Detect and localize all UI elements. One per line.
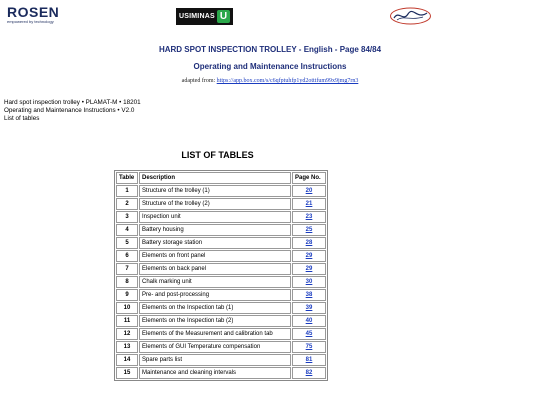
row-number: 3 — [116, 211, 138, 223]
table-row — [116, 354, 326, 366]
header-table: Table — [116, 172, 138, 184]
row-number: 5 — [116, 237, 138, 249]
row-number: 2 — [116, 198, 138, 210]
row-page-link[interactable]: 30 — [305, 279, 313, 285]
usiminas-logo-mark: U — [217, 10, 230, 23]
row-page-cell — [292, 263, 326, 275]
row-page-cell — [292, 341, 326, 353]
table-row — [116, 328, 326, 340]
table-row — [116, 263, 326, 275]
table-row — [116, 224, 326, 236]
row-page-link[interactable]: 29 — [305, 266, 313, 272]
row-description: Elements on back panel — [139, 263, 291, 275]
row-number: 9 — [116, 289, 138, 301]
row-page-cell — [292, 328, 326, 340]
row-page-cell — [292, 315, 326, 327]
row-description: Structure of the trolley (2) — [139, 198, 291, 210]
row-description: Battery housing — [139, 224, 291, 236]
row-page-cell — [292, 367, 326, 379]
row-page-cell — [292, 250, 326, 262]
row-number: 12 — [116, 328, 138, 340]
row-number: 15 — [116, 367, 138, 379]
row-description: Elements on front panel — [139, 250, 291, 262]
row-page-cell — [292, 211, 326, 223]
partner-logo — [389, 6, 432, 26]
row-description: Elements on the Inspection tab (2) — [139, 315, 291, 327]
row-page-link[interactable]: 82 — [305, 370, 313, 376]
row-description: Elements on the Inspection tab (1) — [139, 302, 291, 314]
row-description: Spare parts list — [139, 354, 291, 366]
table-row — [116, 198, 326, 210]
document-title: HARD SPOT INSPECTION TROLLEY - English - Page 84/84 — [158, 45, 382, 54]
row-description: Maintenance and cleaning intervals — [139, 367, 291, 379]
row-number: 13 — [116, 341, 138, 353]
row-number: 14 — [116, 354, 138, 366]
row-page-link[interactable]: 39 — [305, 305, 313, 311]
table-header-row — [116, 172, 326, 184]
table-row — [116, 315, 326, 327]
row-page-cell — [292, 224, 326, 236]
table-row — [116, 237, 326, 249]
row-description: Chalk marking unit — [139, 276, 291, 288]
rosen-logo-word: ROSEN — [7, 4, 60, 20]
row-page-cell — [292, 237, 326, 249]
rosen-logo-tagline: empowered by technology — [7, 19, 54, 24]
row-number: 8 — [116, 276, 138, 288]
row-description: Pre- and post-processing — [139, 289, 291, 301]
meta-section-line: List of tables — [4, 114, 40, 122]
row-page-cell — [292, 185, 326, 197]
rosen-logo — [7, 5, 75, 24]
row-page-cell — [292, 276, 326, 288]
row-page-link[interactable]: 29 — [305, 253, 313, 259]
document-meta — [4, 99, 141, 122]
row-page-link[interactable]: 40 — [305, 318, 313, 324]
row-description: Battery storage station — [139, 237, 291, 249]
row-page-cell — [292, 354, 326, 366]
row-page-link[interactable]: 28 — [305, 240, 313, 246]
row-page-link[interactable]: 23 — [305, 214, 313, 220]
row-description: Elements of the Measurement and calibration tab — [139, 328, 291, 340]
usiminas-logo-word: USIMINAS — [179, 13, 215, 20]
usiminas-logo — [176, 8, 233, 25]
header-page-no: Page No. — [292, 172, 326, 184]
row-page-link[interactable]: 21 — [305, 201, 313, 207]
row-description: Elements of GUI Temperature compensation — [139, 341, 291, 353]
table-row — [116, 211, 326, 223]
table-row — [116, 367, 326, 379]
row-page-link[interactable]: 25 — [305, 227, 313, 233]
row-page-link[interactable]: 20 — [305, 188, 313, 194]
table-row — [116, 276, 326, 288]
row-page-cell — [292, 302, 326, 314]
meta-manual-line: Operating and Maintenance Instructions • V2.0 — [4, 106, 135, 114]
row-number: 10 — [116, 302, 138, 314]
row-page-cell — [292, 289, 326, 301]
header-description: Description — [139, 172, 291, 184]
row-page-link[interactable]: 75 — [305, 344, 313, 350]
table-row — [116, 341, 326, 353]
meta-product-line: Hard spot inspection trolley • PLAMAT-M • 18201 — [4, 99, 141, 106]
row-description: Structure of the trolley (1) — [139, 185, 291, 197]
row-page-cell — [292, 198, 326, 210]
table-row — [116, 289, 326, 301]
section-title: LIST OF TABLES — [181, 150, 254, 160]
row-description: Inspection unit — [139, 211, 291, 223]
adapted-from-link[interactable]: https://app.box.com/s/c6qfptuhfp1yd2otttfum99x9jmg7rn3 — [216, 78, 359, 84]
partner-logo-icon — [389, 6, 432, 26]
row-page-link[interactable]: 38 — [305, 292, 313, 298]
row-number: 7 — [116, 263, 138, 275]
row-number: 4 — [116, 224, 138, 236]
table-row — [116, 302, 326, 314]
row-number: 6 — [116, 250, 138, 262]
row-page-link[interactable]: 45 — [305, 331, 313, 337]
table-row — [116, 185, 326, 197]
row-number: 1 — [116, 185, 138, 197]
document-subtitle: Operating and Maintenance Instructions — [193, 62, 347, 71]
adapted-from-label: adapted from: — [181, 78, 216, 84]
table-row — [116, 250, 326, 262]
list-of-tables — [114, 170, 328, 381]
adapted-from-line — [0, 78, 540, 84]
row-page-link[interactable]: 81 — [305, 357, 313, 363]
row-number: 11 — [116, 315, 138, 327]
